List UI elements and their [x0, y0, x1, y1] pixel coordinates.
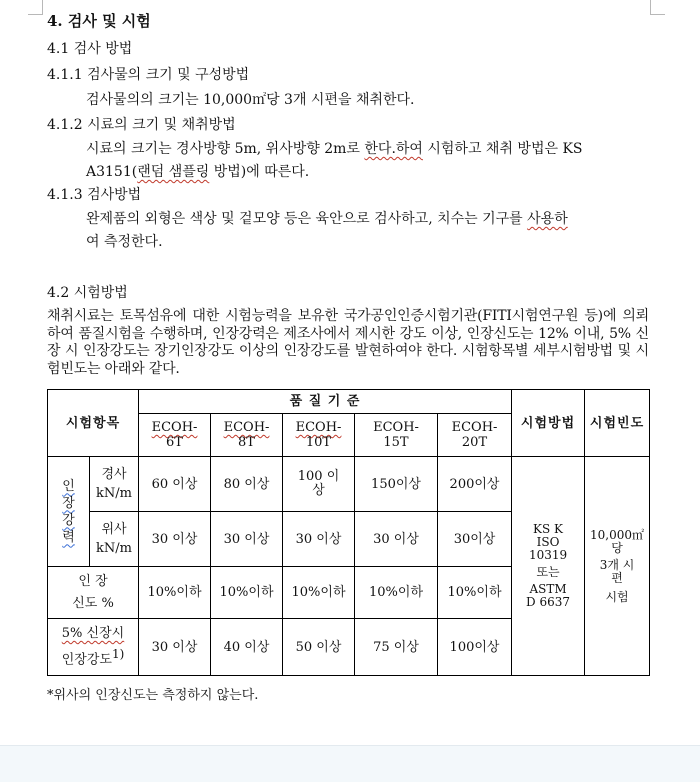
- five-percent-value-8t: 40 이상: [211, 619, 283, 676]
- spellcheck-mark: 랜덤 샘플링: [137, 164, 210, 180]
- vertical-label: 인장강력: [62, 478, 75, 545]
- grade-suffix: 10T: [305, 435, 332, 450]
- heading-4-1-2: 4.1.2 시료의 크기 및 채취방법: [47, 117, 236, 133]
- grade-prefix: ECOH-: [223, 420, 270, 435]
- grade-ecoh-20t: [438, 414, 512, 457]
- warp-value-15t: 150이상: [355, 457, 438, 512]
- five-percent-label-line1: 5% 신장시: [61, 625, 125, 641]
- text-run: A3151(: [86, 164, 138, 180]
- footnote-ref: 1): [111, 646, 125, 661]
- elongation-label-line1: 인 장: [78, 573, 108, 589]
- quality-standard-table: [47, 389, 650, 676]
- label-text: 인장강도: [61, 652, 112, 668]
- page-corner-mark-left: [28, 0, 43, 15]
- test-frequency-cell: [585, 457, 650, 676]
- five-percent-value-10t: 50 이상: [283, 619, 355, 676]
- weft-value-6t: 30 이상: [139, 512, 211, 567]
- grade-ecoh-10t: [283, 414, 355, 457]
- body-4-1-1: 검사물의의 크기는 10,000㎡당 3개 시편을 채취한다.: [86, 92, 415, 108]
- elongation-value-20t: 10%이하: [438, 567, 512, 619]
- method-line: ASTM: [529, 582, 567, 596]
- weft-value-10t: 30 이상: [283, 512, 355, 567]
- frequency-line: 시험: [605, 589, 629, 604]
- warp-value-20t: 200이상: [438, 457, 512, 512]
- elongation-label: [48, 567, 139, 619]
- frequency-line: 편: [611, 570, 623, 585]
- body-4-2: 채취시료는 토목섬유에 대한 시험능력을 보유한 국가공인인증시험기관(FITI시험연구원 등)에 의뢰하여 품질시험을 수행하며, 인장강력은 제조사에서 제시한 강도 이상, 인장신도는 12% 이내, 5% 신장 시 인장강도는 장기인장강도 이상의 인장강도를 발현하여야 한다. 시험항목별 세부시험방법 및 시험빈도는 아래와 같다.: [47, 308, 649, 377]
- weft-value-20t: 30이상: [438, 512, 512, 567]
- table-footnote: *위사의 인장신도는 측정하지 않는다.: [47, 688, 259, 703]
- frequency-line: 당: [611, 540, 623, 555]
- weft-label: [90, 512, 139, 567]
- page-corner-mark-right: [650, 0, 665, 15]
- elongation-value-10t: 10%이하: [283, 567, 355, 619]
- weft-label-text: 위사 kN/m: [96, 522, 132, 556]
- grade-ecoh-15t: [355, 414, 438, 457]
- body-4-1-3-line2: 여 측정한다.: [86, 234, 163, 250]
- method-line: 또는: [536, 565, 560, 579]
- heading-4-1: 4.1 검사 방법: [47, 41, 133, 57]
- section-title: 4. 검사 및 시험: [47, 12, 151, 30]
- grade-suffix: 6T: [166, 435, 183, 450]
- five-percent-value-15t: 75 이상: [355, 619, 438, 676]
- body-4-1-2-line2: [86, 163, 309, 181]
- grade-prefix: ECOH-: [451, 420, 498, 435]
- grade-prefix: ECOH-: [151, 420, 198, 435]
- warp-label-text: 경사 kN/m: [96, 467, 132, 501]
- heading-4-2: 4.2 시험방법: [47, 285, 128, 301]
- warp-value-10t: [283, 457, 355, 512]
- warp-value-8t: 80 이상: [211, 457, 283, 512]
- elongation-label-line2: 신도 %: [72, 595, 114, 611]
- body-4-1-2-line1: [86, 140, 649, 158]
- frequency-line: 3개 시: [599, 557, 635, 572]
- page-bottom-margin: [0, 745, 700, 782]
- weft-value-8t: 30 이상: [211, 512, 283, 567]
- test-method-cell: [512, 457, 585, 676]
- header-test-method: 시험방법: [512, 390, 585, 457]
- elongation-value-8t: 10%이하: [211, 567, 283, 619]
- text-run: 시료의 크기는 경사방향 5m, 위사방향 2m로: [86, 141, 365, 157]
- method-line: 10319: [528, 548, 568, 562]
- text-run: 방법)에 따른다.: [209, 164, 310, 180]
- warp-value-10t-text: 100 이상: [297, 469, 340, 498]
- method-line: D 6637: [526, 595, 571, 609]
- grade-ecoh-6t: [139, 414, 211, 457]
- five-percent-label-line2: [48, 644, 138, 670]
- tensile-strength-label: [48, 457, 90, 567]
- warp-label: [90, 457, 139, 512]
- warp-value-6t: 60 이상: [139, 457, 211, 512]
- heading-4-1-3: 4.1.3 검사방법: [47, 187, 142, 203]
- grade-prefix: ECOH-: [373, 420, 419, 435]
- five-percent-value-20t: 100이상: [438, 619, 512, 676]
- five-percent-value-6t: 30 이상: [139, 619, 211, 676]
- text-run: 완제품의 외형은 색상 및 겉모양 등은 육안으로 검사하고, 치수는 기구를: [86, 211, 528, 227]
- spellcheck-mark: 한다.하여: [364, 141, 423, 157]
- five-percent-label: [48, 619, 139, 676]
- body-4-1-3-line1: [86, 210, 568, 228]
- method-line: ISO: [536, 535, 560, 549]
- grade-ecoh-8t: [211, 414, 283, 457]
- grade-suffix: 8T: [238, 435, 255, 450]
- text-run: 시험하고 채취 방법은 KS: [422, 141, 583, 157]
- header-test-frequency: 시험빈도: [585, 390, 650, 457]
- method-line: KS K: [533, 522, 564, 536]
- frequency-line: 10,000㎡: [590, 527, 645, 542]
- spellcheck-mark: 사용하: [527, 211, 568, 227]
- grade-suffix: 20T: [461, 435, 488, 450]
- weft-value-15t: 30 이상: [355, 512, 438, 567]
- grade-prefix: ECOH-: [295, 420, 342, 435]
- elongation-value-6t: 10%이하: [139, 567, 211, 619]
- header-test-item: 시험항목: [48, 390, 139, 457]
- heading-4-1-1: 4.1.1 검사물의 크기 및 구성방법: [47, 67, 250, 83]
- grade-suffix: 15T: [383, 435, 409, 450]
- header-quality-standard: 품 질 기 준: [139, 390, 512, 414]
- elongation-value-15t: 10%이하: [355, 567, 438, 619]
